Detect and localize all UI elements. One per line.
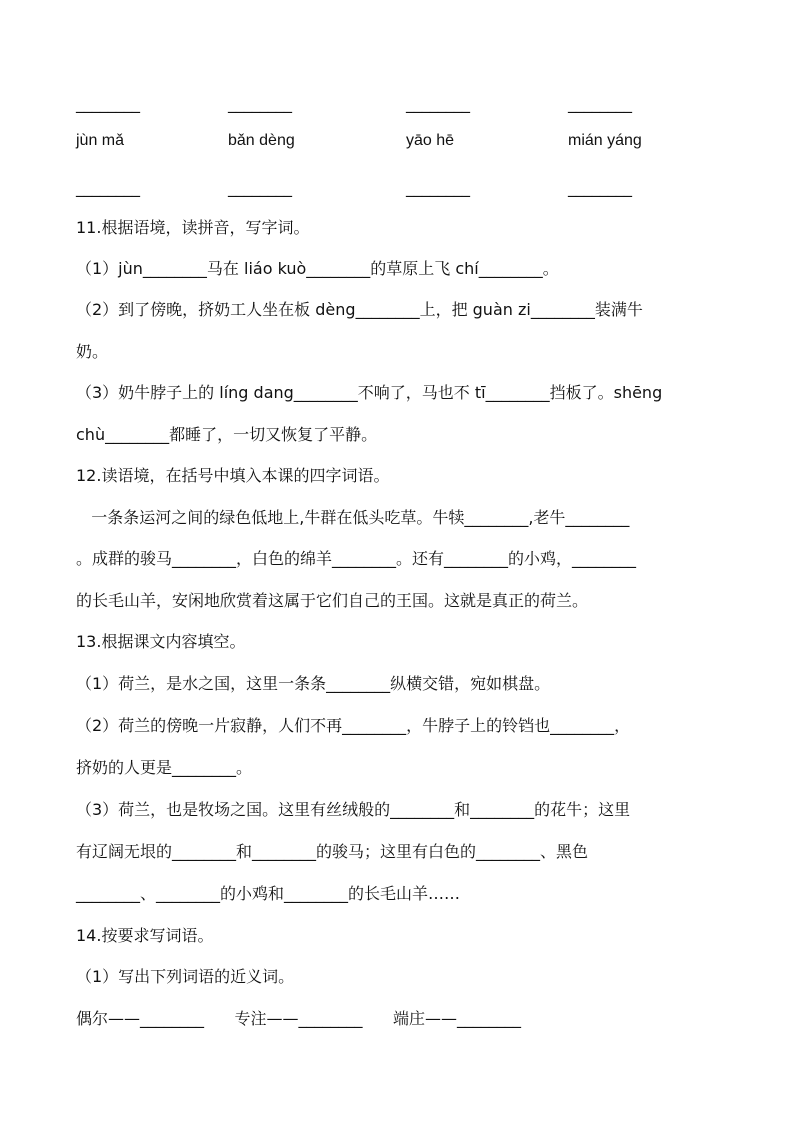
- q12-line-3: 的长毛山羊，安闲地欣赏着这属于它们自己的王国。这就是真正的荷兰。: [76, 591, 589, 610]
- blank-5[interactable]: ________: [76, 178, 140, 197]
- q12-line-1: 一条条运河之间的绿色低地上,牛群在低头吃草。牛犊________,老牛________: [76, 508, 630, 527]
- q12-title: 12.读语境，在括号中填入本课的四字词语。: [76, 466, 390, 485]
- q13-title: 13.根据课文内容填空。: [76, 632, 246, 651]
- q14-title: 14.按要求写词语。: [76, 926, 214, 945]
- blank-4[interactable]: ________: [568, 94, 632, 113]
- pinyin-grid-words: [0, 130, 794, 152]
- pinyin-grid-bottom-blanks: [0, 177, 794, 199]
- q14-sub1: （1）写出下列词语的近义词。: [76, 967, 295, 986]
- q11-line-2: （2）到了傍晚，挤奶工人坐在板 dèng________上，把 guàn zi________装满牛: [76, 300, 643, 319]
- pinyin-yaohe: yāo hē: [406, 132, 455, 149]
- q14-synonyms: 偶尔——________ 专注——________ 端庄——________: [76, 1009, 522, 1028]
- q11-line-4: （3）奶牛脖子上的 líng dang________不响了，马也不 tī________挡板了。shēng: [76, 383, 663, 402]
- q11-line-1: （1）jùn________马在 liáo kuò________的草原上飞 chí________。: [76, 259, 559, 278]
- q13-line-1: （1）荷兰，是水之国，这里一条条________纵横交错，宛如棋盘。: [76, 674, 551, 693]
- blank-1[interactable]: ________: [76, 94, 140, 113]
- pinyin-mianyang: mián yáng: [568, 132, 642, 149]
- q13-line-6: ________、________的小鸡和________的长毛山羊……: [76, 884, 461, 903]
- pinyin-junma: jùn mǎ: [76, 132, 125, 149]
- q13-line-5: 有辽阔无垠的________和________的骏马；这里有白色的________、黑色: [76, 842, 589, 861]
- blank-2[interactable]: ________: [228, 94, 292, 113]
- pinyin-bandeng: bǎn dèng: [228, 132, 295, 149]
- q13-line-3: 挤奶的人更是________。: [76, 758, 253, 777]
- pinyin-grid-top-blanks: [0, 93, 794, 115]
- q12-line-2: 。成群的骏马________，白色的绵羊________。还有________的小鸡，________: [76, 549, 637, 568]
- blank-3[interactable]: ________: [406, 94, 470, 113]
- q13-line-4: （3）荷兰，也是牧场之国。这里有丝绒般的________和________的花牛；这里: [76, 800, 631, 819]
- q11-title: 11.根据语境，读拼音，写字词。: [76, 218, 310, 237]
- q13-line-2: （2）荷兰的傍晚一片寂静，人们不再________，牛脖子上的铃铛也________，: [76, 716, 631, 735]
- q11-line-3: 奶。: [76, 342, 109, 361]
- blank-8[interactable]: ________: [568, 178, 632, 197]
- blank-6[interactable]: ________: [228, 178, 292, 197]
- blank-7[interactable]: ________: [406, 178, 470, 197]
- q11-line-5: chù________都睡了，一切又恢复了平静。: [76, 425, 378, 444]
